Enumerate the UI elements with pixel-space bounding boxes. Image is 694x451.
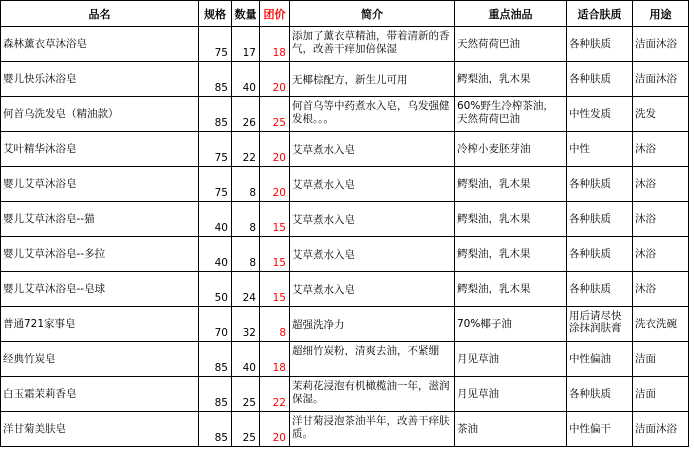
cell-skin[interactable]: 中性偏油 (567, 342, 633, 377)
cell-price[interactable]: 18 (260, 342, 290, 377)
cell-skin[interactable]: 各种肤质 (567, 62, 633, 97)
cell-spec[interactable]: 70 (199, 307, 232, 342)
table-row (1, 272, 689, 307)
cell-spec[interactable]: 85 (199, 342, 232, 377)
table-row (1, 62, 689, 97)
cell-name[interactable]: 婴儿艾草沐浴皂--多拉 (1, 237, 199, 272)
table-row (1, 97, 689, 132)
cell-spec[interactable]: 75 (199, 132, 232, 167)
header-row (1, 1, 689, 27)
cell-spec[interactable]: 85 (199, 377, 232, 412)
cell-intro[interactable]: 艾草煮水入皂 (290, 237, 455, 272)
cell-price[interactable]: 18 (260, 27, 290, 62)
cell-spec[interactable]: 85 (199, 62, 232, 97)
table-row (1, 27, 689, 62)
header-qty[interactable]: 数量 (232, 1, 260, 27)
cell-oil[interactable]: 鳄梨油，乳木果 (455, 237, 567, 272)
cell-skin[interactable]: 各种肤质 (567, 272, 633, 307)
header-skin[interactable]: 适合肤质 (567, 1, 633, 27)
cell-qty[interactable]: 40 (232, 62, 260, 97)
cell-qty[interactable]: 8 (232, 167, 260, 202)
cell-qty[interactable]: 26 (232, 97, 260, 132)
cell-price[interactable]: 15 (260, 202, 290, 237)
cell-skin[interactable]: 各种肤质 (567, 27, 633, 62)
cell-oil[interactable]: 月见草油 (455, 377, 567, 412)
cell-qty[interactable]: 25 (232, 412, 260, 447)
cell-oil[interactable]: 鳄梨油，乳木果 (455, 167, 567, 202)
cell-intro[interactable]: 艾草煮水入皂 (290, 167, 455, 202)
cell-price[interactable]: 20 (260, 132, 290, 167)
table-row (1, 237, 689, 272)
cell-name[interactable]: 森林薰衣草沐浴皂 (1, 27, 199, 62)
cell-use[interactable]: 洗发 (633, 97, 689, 132)
cell-name[interactable]: 经典竹炭皂 (1, 342, 199, 377)
cell-intro[interactable]: 艾草煮水入皂 (290, 202, 455, 237)
cell-name[interactable]: 婴儿艾草沐浴皂 (1, 167, 199, 202)
cell-oil[interactable]: 茶油 (455, 412, 567, 447)
header-intro[interactable]: 简介 (290, 1, 455, 27)
header-name[interactable]: 品名 (1, 1, 199, 27)
cell-name[interactable]: 婴儿艾草沐浴皂--猫 (1, 202, 199, 237)
cell-use[interactable]: 洁面沐浴 (633, 27, 689, 62)
cell-skin[interactable]: 中性发质 (567, 97, 633, 132)
cell-price[interactable]: 20 (260, 167, 290, 202)
cell-name[interactable]: 白玉霜茉莉香皂 (1, 377, 199, 412)
cell-intro[interactable]: 何首乌等中药煮水入皂，乌发强健发根。。。 (290, 97, 455, 132)
cell-spec[interactable]: 75 (199, 167, 232, 202)
cell-skin[interactable]: 用后请尽快涂抹润肤膏 (567, 307, 633, 342)
cell-use[interactable]: 洁面 (633, 377, 689, 412)
table-row (1, 167, 689, 202)
cell-qty[interactable]: 40 (232, 342, 260, 377)
cell-price[interactable]: 15 (260, 237, 290, 272)
cell-price[interactable]: 15 (260, 272, 290, 307)
cell-spec[interactable]: 40 (199, 202, 232, 237)
cell-oil[interactable]: 60%野生冷榨茶油，天然荷荷巴油 (455, 97, 567, 132)
cell-skin[interactable]: 各种肤质 (567, 202, 633, 237)
cell-qty[interactable]: 17 (232, 27, 260, 62)
cell-price[interactable]: 20 (260, 62, 290, 97)
cell-name[interactable]: 何首乌洗发皂（精油款） (1, 97, 199, 132)
cell-name[interactable]: 婴儿艾草沐浴皂--皂球 (1, 272, 199, 307)
cell-price[interactable]: 25 (260, 97, 290, 132)
cell-qty[interactable]: 8 (232, 202, 260, 237)
table-row (1, 132, 689, 167)
cell-oil[interactable]: 鳄梨油，乳木果 (455, 272, 567, 307)
cell-qty[interactable]: 32 (232, 307, 260, 342)
cell-price[interactable]: 8 (260, 307, 290, 342)
cell-skin[interactable]: 各种肤质 (567, 237, 633, 272)
table-row (1, 377, 689, 412)
cell-skin[interactable]: 中性 (567, 132, 633, 167)
cell-intro[interactable]: 艾草煮水入皂 (290, 272, 455, 307)
cell-oil[interactable]: 月见草油 (455, 342, 567, 377)
header-use[interactable]: 用途 (633, 1, 689, 27)
table-row (1, 342, 689, 377)
cell-oil[interactable]: 70%椰子油 (455, 307, 567, 342)
cell-name[interactable]: 洋甘菊美肤皂 (1, 412, 199, 447)
table-row (1, 412, 689, 447)
cell-skin[interactable]: 各种肤质 (567, 167, 633, 202)
cell-spec[interactable]: 85 (199, 97, 232, 132)
cell-oil[interactable]: 冷榨小麦胚芽油 (455, 132, 567, 167)
cell-use[interactable]: 洁面沐浴 (633, 412, 689, 447)
cell-skin[interactable]: 各种肤质 (567, 377, 633, 412)
header-oil[interactable]: 重点油品 (455, 1, 567, 27)
cell-use[interactable]: 沐浴 (633, 272, 689, 307)
cell-use[interactable]: 洁面 (633, 342, 689, 377)
cell-spec[interactable]: 75 (199, 27, 232, 62)
cell-use[interactable]: 洗衣洗碗 (633, 307, 689, 342)
table-row (1, 307, 689, 342)
header-spec[interactable]: 规格 (199, 1, 232, 27)
cell-price[interactable]: 22 (260, 377, 290, 412)
cell-intro[interactable]: 超细竹炭粉，清爽去油，不紧绷 (290, 342, 455, 377)
cell-intro[interactable]: 超强洗净力 (290, 307, 455, 342)
cell-oil[interactable]: 鳄梨油，乳木果 (455, 202, 567, 237)
cell-intro[interactable]: 茉莉花浸泡有机橄榄油一年，滋润保湿。 (290, 377, 455, 412)
cell-name[interactable]: 普通721家事皂 (1, 307, 199, 342)
cell-oil[interactable]: 鳄梨油，乳木果 (455, 62, 567, 97)
cell-intro[interactable]: 艾草煮水入皂 (290, 132, 455, 167)
header-price[interactable]: 团价 (260, 1, 290, 27)
cell-qty[interactable]: 24 (232, 272, 260, 307)
cell-spec[interactable]: 40 (199, 237, 232, 272)
cell-qty[interactable]: 8 (232, 237, 260, 272)
cell-price[interactable]: 20 (260, 412, 290, 447)
cell-name[interactable]: 婴儿快乐沐浴皂 (1, 62, 199, 97)
cell-intro[interactable]: 无椰棕配方，新生儿可用 (290, 62, 455, 97)
table-row (1, 202, 689, 237)
cell-qty[interactable]: 25 (232, 377, 260, 412)
cell-use[interactable]: 沐浴 (633, 237, 689, 272)
cell-use[interactable]: 沐浴 (633, 132, 689, 167)
cell-oil[interactable]: 天然荷荷巴油 (455, 27, 567, 62)
cell-use[interactable]: 洁面沐浴 (633, 62, 689, 97)
cell-skin[interactable]: 中性偏干 (567, 412, 633, 447)
cell-qty[interactable]: 22 (232, 132, 260, 167)
cell-spec[interactable]: 50 (199, 272, 232, 307)
cell-spec[interactable]: 85 (199, 412, 232, 447)
cell-intro[interactable]: 添加了薰衣草精油，带着清新的香气，改善干痒加倍保湿 (290, 27, 455, 62)
cell-use[interactable]: 沐浴 (633, 167, 689, 202)
cell-intro[interactable]: 洋甘菊浸泡茶油半年，改善干痒肤质。 (290, 412, 455, 447)
cell-use[interactable]: 沐浴 (633, 202, 689, 237)
cell-name[interactable]: 艾叶精华沐浴皂 (1, 132, 199, 167)
